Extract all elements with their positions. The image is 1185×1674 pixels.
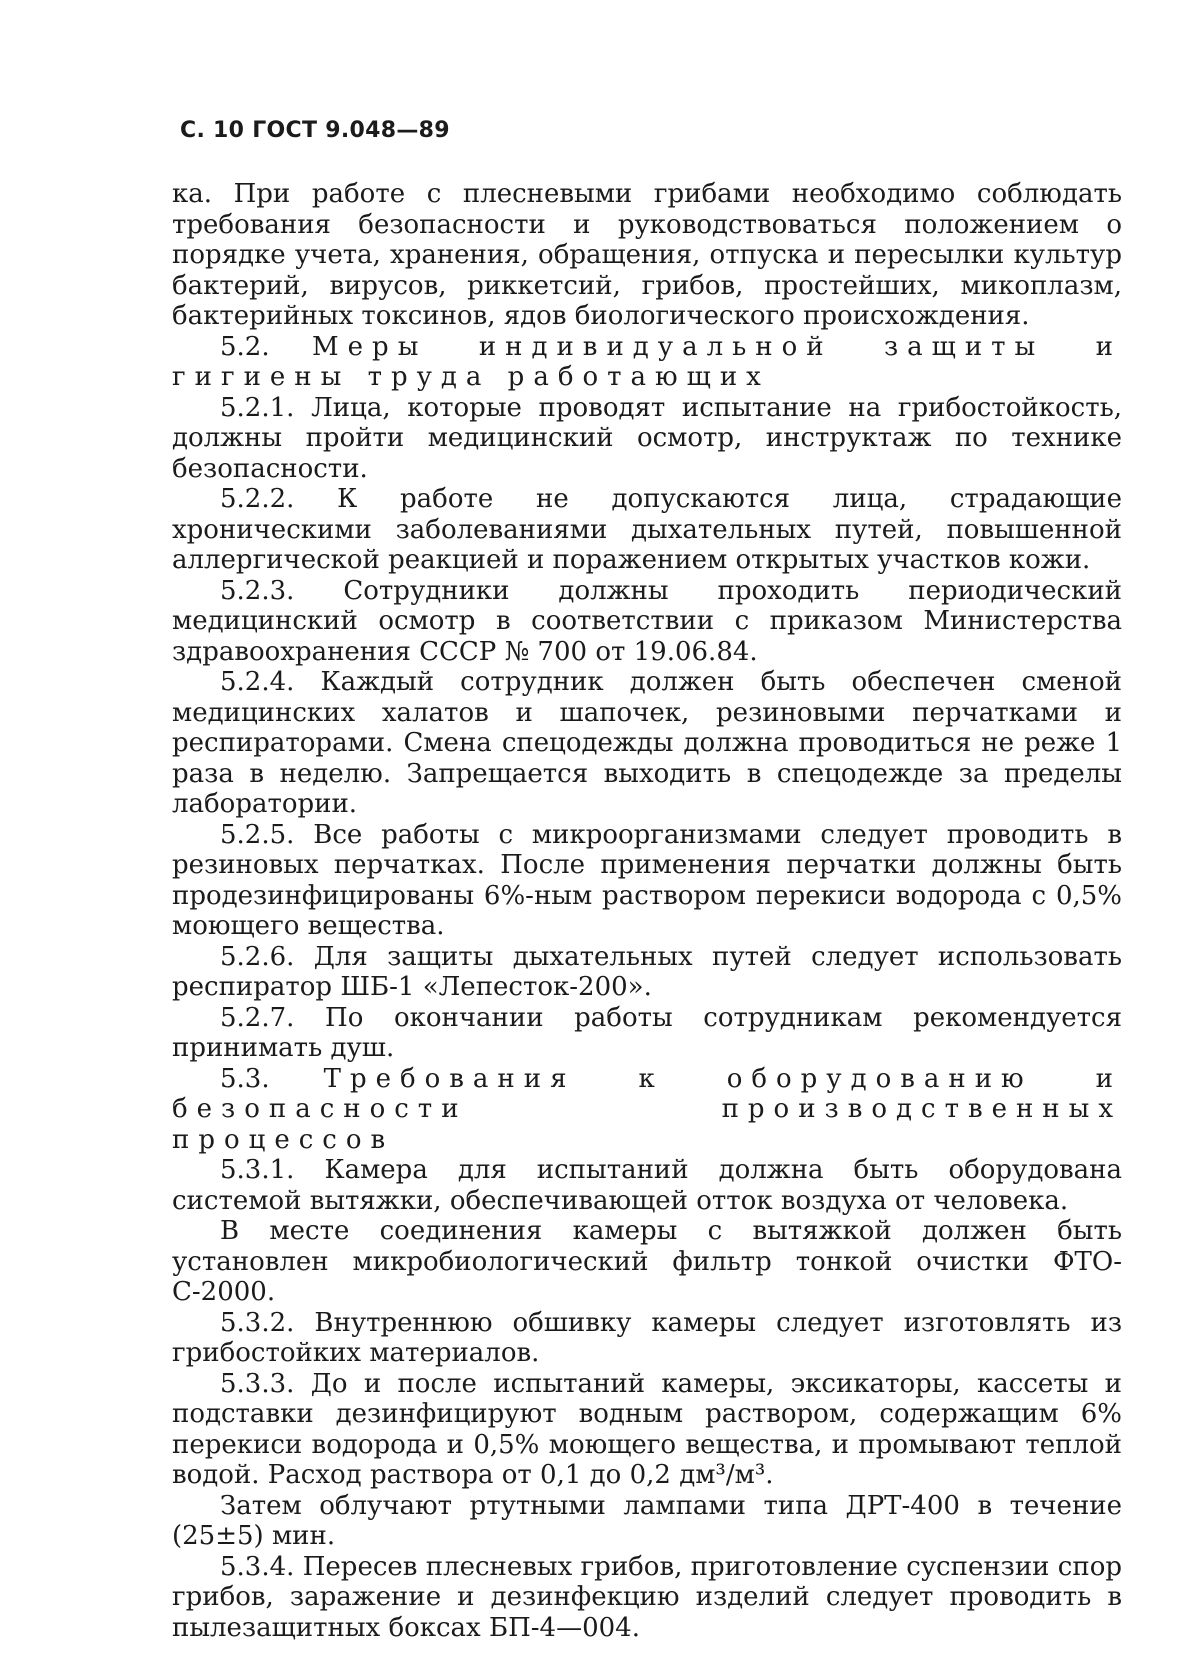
clause-5-2-3: 5.2.3. Сотрудники должны проходить периодический медицинский осмотр в соответствии с приказом Министерства здравоохранения СССР № 700 от 19.06.84. [172, 575, 1122, 667]
clause-5-2-6: 5.2.6. Для защиты дыхательных путей следует использовать респиратор ШБ-1 «Лепесток-200». [172, 941, 1122, 1002]
section-title: Требования к оборудованию и безопасности производственных процессов [172, 1063, 1123, 1155]
clause-5-2-5: 5.2.5. Все работы с микроорганизмами следует проводить в резиновых перчатках. После применения перчатки должны быть продезинфицированы 6%-ным раствором перекиси водорода с 0,5% моющего вещества. [172, 819, 1122, 941]
section-title: Меры индивидуальной защиты и гигиены труда работающих [172, 331, 1122, 392]
clause-5-3-1: 5.3.1. Камера для испытаний должна быть оборудована системой вытяжки, обеспечивающей отток воздуха от человека. [172, 1155, 1122, 1216]
clause-5-3-1-continued: В месте соединения камеры с вытяжкой должен быть установлен микробиологический фильтр тонкой очистки ФТО-С-2000. [172, 1216, 1122, 1307]
clause-5-3-2: 5.3.2. Внутреннюю обшивку камеры следует изготовлять из грибостойких материалов. [172, 1307, 1122, 1368]
clause-5-3-3-continued: Затем облучают ртутными лампами типа ДРТ-400 в течение (25±5) мин. [172, 1490, 1122, 1551]
clause-5-2-4: 5.2.4. Каждый сотрудник должен быть обеспечен сменой медицинских халатов и шапочек, резиновыми перчатками и респираторами. Смена спецодежды должна проводиться не реже 1 раза в неделю. Запрещается выходить в спецодежде за пределы лаборатории. [172, 667, 1122, 819]
section-heading-5-2 [172, 332, 1122, 393]
clause-5-3-3: 5.3.3. До и после испытаний камеры, эксикаторы, кассеты и подставки дезинфицируют водным раствором, содержащим 6% перекиси водорода и 0,5% моющего вещества, и промывают теплой водой. Расход раствора от 0,1 до 0,2 дм³/м³. [172, 1368, 1122, 1490]
section-number: 5.2. [220, 331, 270, 362]
page-header [180, 118, 450, 143]
section-heading-5-3 [172, 1064, 1122, 1156]
clause-5-2-2: 5.2.2. К работе не допускаются лица, страдающие хроническими заболеваниями дыхательных путей, повышенной аллергической реакцией и поражением открытых участков кожи. [172, 484, 1122, 575]
clause-5-3-4: 5.3.4. Пересев плесневых грибов, приготовление суспензии спор грибов, заражение и дезинфекцию изделий следует проводить в пылезащитных боксах БП-4—004. [172, 1551, 1122, 1643]
section-number: 5.3. [220, 1063, 270, 1094]
clause-5-2-1: 5.2.1. Лица, которые проводят испытание на грибостойкость, должны пройти медицинский осмотр, инструктаж по технике безопасности. [172, 392, 1122, 484]
document-body [172, 179, 1122, 1643]
paragraph-continuation: ка. При работе с плесневыми грибами необходимо соблюдать требования безопасности и руководствоваться положением о порядке учета, хранения, обращения, отпуска и пересылки культур бактерий, вирусов, риккетсий, грибов, простейших, микоплазм, бактерийных токсинов, ядов биологического происхождения. [172, 179, 1122, 331]
page-reference: С. 10 ГОСТ 9.048—89 [180, 118, 450, 143]
clause-5-2-7: 5.2.7. По окончании работы сотрудникам рекомендуется принимать душ. [172, 1002, 1122, 1063]
